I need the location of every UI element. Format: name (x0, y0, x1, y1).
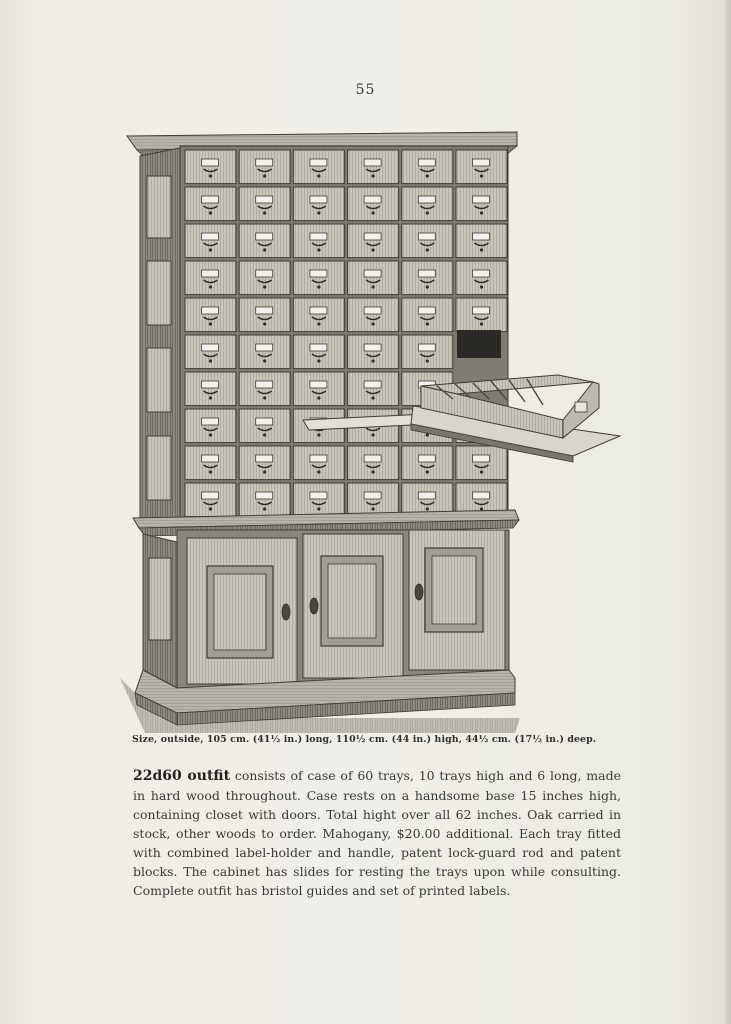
tray-front (239, 298, 290, 332)
tray-front (348, 261, 399, 295)
tray-front (402, 335, 453, 369)
tray-front (456, 150, 507, 184)
tray-front (402, 446, 453, 480)
size-caption: Size, outside, 105 cm. (41½ in.) long, 110½ cm. (44 in.) high, 44½ cm. (17½ in.) deep. (132, 734, 597, 745)
product-description (133, 766, 621, 900)
tray-front (348, 372, 399, 406)
tray-front (456, 187, 507, 221)
tray-front (185, 261, 236, 295)
page-edge (725, 0, 731, 1024)
tray-front (185, 187, 236, 221)
tray-front (185, 224, 236, 258)
tray-front (348, 224, 399, 258)
tray-front (402, 298, 453, 332)
tray-front (402, 150, 453, 184)
tray-front (185, 150, 236, 184)
tray-front (293, 224, 344, 258)
tray-front (185, 335, 236, 369)
tray-front (456, 298, 507, 332)
tray-front (293, 298, 344, 332)
tray-front (185, 446, 236, 480)
tray-front (293, 372, 344, 406)
tray-front (293, 187, 344, 221)
tray-front (293, 446, 344, 480)
tray-front (348, 298, 399, 332)
tray-front (293, 261, 344, 295)
tray-front (239, 409, 290, 443)
tray-front (185, 298, 236, 332)
tray-front (239, 261, 290, 295)
tray-front (239, 150, 290, 184)
tray-front (293, 150, 344, 184)
tray-front (239, 483, 290, 517)
tray-front (348, 483, 399, 517)
tray-front (293, 335, 344, 369)
tray-front (185, 372, 236, 406)
tray-front (293, 483, 344, 517)
cabinet-illustration (115, 118, 635, 733)
tray-front (239, 224, 290, 258)
page-number: 55 (355, 82, 376, 98)
tray-front (185, 483, 236, 517)
tray-front (239, 335, 290, 369)
tray-front (239, 446, 290, 480)
tray-front (456, 224, 507, 258)
tray-front (348, 150, 399, 184)
tray-front (402, 224, 453, 258)
model-name: 22d60 outfit (133, 768, 231, 784)
tray-front (456, 261, 507, 295)
tray-front (402, 261, 453, 295)
tray-front (185, 409, 236, 443)
tray-front (348, 187, 399, 221)
description-text: consists of case of 60 trays, 10 trays high and 6 long, made in hard wood throughout. Case rests on a handsome base 15 inches high, containing closet with doors. Total hight over all 62 inches. Oak carried in stock, other woods to order. Mahogany, $20.00 additional. Each tray fitted with combined label-holder and handle, patent lock-guard rod and patent blocks. The cabinet has slides for resting the trays upon while consulting. Complete outfit has bristol guides and set of printed labels. (133, 768, 621, 898)
tray-front (239, 372, 290, 406)
tray-front (239, 187, 290, 221)
tray-front (348, 446, 399, 480)
tray-front (348, 335, 399, 369)
tray-front (456, 446, 507, 480)
tray-front (402, 187, 453, 221)
